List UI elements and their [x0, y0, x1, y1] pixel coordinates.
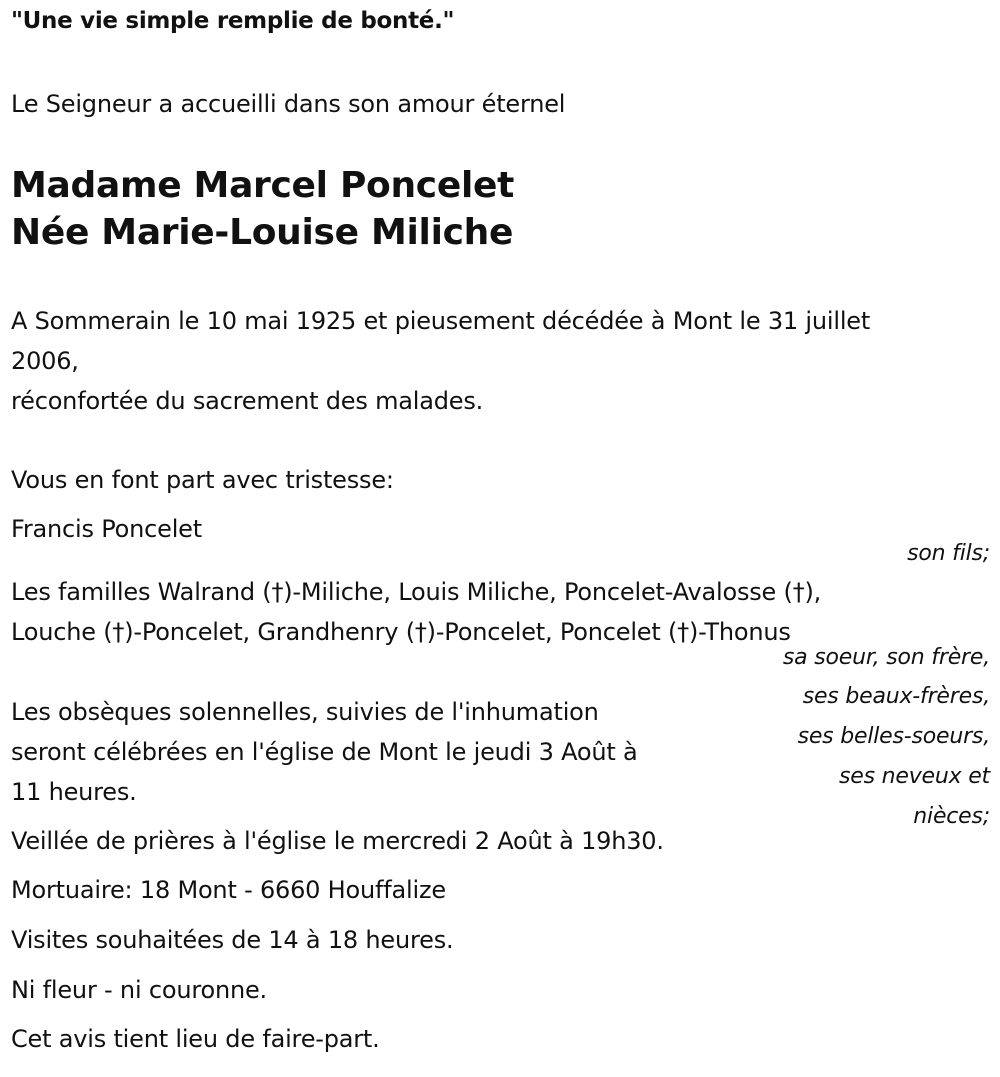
- closing-line: Cet avis tient lieu de faire-part.: [11, 1025, 380, 1053]
- birth-death-line: 2006,: [11, 347, 79, 375]
- visits-line: Visites souhaitées de 14 à 18 heures.: [11, 926, 454, 954]
- funeral-line: seront célébrées en l'église de Mont le jeudi 3 Août à: [11, 738, 638, 766]
- families-line: Louche (†)-Poncelet, Grandhenry (†)-Poncelet, Poncelet (†)-Thonus: [11, 618, 791, 646]
- deceased-name: Madame Marcel Poncelet: [11, 165, 515, 206]
- birth-death-line: A Sommerain le 10 mai 1925 et pieusement décédée à Mont le 31 juillet: [11, 307, 871, 335]
- funeral-line: 11 heures.: [11, 778, 137, 806]
- son-name: Francis Poncelet: [11, 515, 202, 543]
- son-relation: son fils;: [907, 541, 990, 566]
- intro-text: Le Seigneur a accueilli dans son amour éternel: [11, 90, 566, 118]
- relation-line: ses neveux et: [838, 764, 990, 789]
- relation-line: ses beaux-frères,: [802, 684, 990, 709]
- relation-line: sa soeur, son frère,: [782, 645, 990, 670]
- relation-line: nièces;: [913, 804, 990, 829]
- vigil-line: Veillée de prières à l'église le mercredi 2 Août à 19h30.: [11, 827, 664, 855]
- announce-text: Vous en font part avec tristesse:: [11, 466, 394, 494]
- funeral-line: Les obsèques solennelles, suivies de l'inhumation: [11, 698, 599, 726]
- mortuary-line: Mortuaire: 18 Mont - 6660 Houffalize: [11, 876, 446, 904]
- sacrament-line: réconfortée du sacrement des malades.: [11, 387, 484, 415]
- families-line: Les familles Walrand (†)-Miliche, Louis Miliche, Poncelet-Avalosse (†),: [11, 578, 822, 606]
- relation-line: ses belles-soeurs,: [797, 724, 990, 749]
- flowers-line: Ni fleur - ni couronne.: [11, 976, 267, 1004]
- maiden-name: Née Marie-Louise Miliche: [11, 212, 514, 253]
- quote: "Une vie simple remplie de bonté.": [11, 8, 455, 34]
